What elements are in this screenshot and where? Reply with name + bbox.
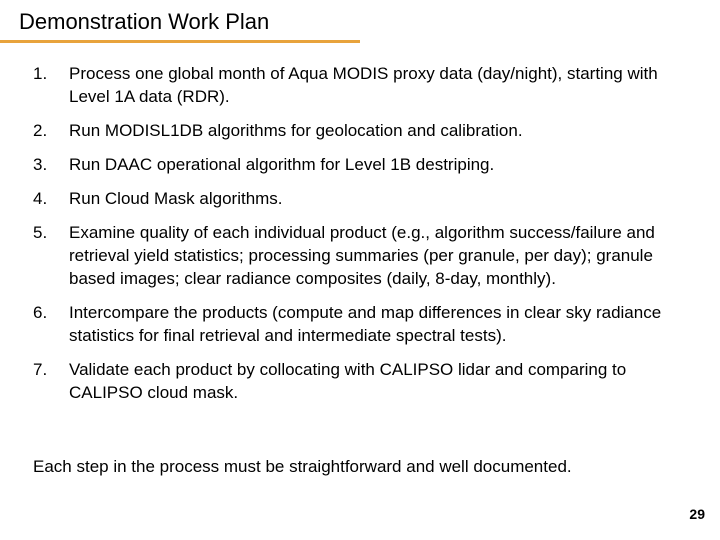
step-text: Process one global month of Aqua MODIS proxy data (day/night), starting with Level 1A data (RDR). — [69, 64, 658, 106]
slide-title: Demonstration Work Plan — [19, 9, 270, 34]
step-text: Intercompare the products (compute and map differences in clear sky radiance statistics for final retrieval and intermediate spectral tests). — [69, 303, 662, 345]
step-item — [33, 301, 703, 347]
step-item — [33, 153, 703, 176]
title-underline — [0, 40, 360, 43]
step-text: Validate each product by collocating with CALIPSO lidar and comparing to CALIPSO cloud mask. — [69, 360, 627, 402]
step-number: 2. — [33, 121, 48, 140]
step-number: 7. — [33, 360, 48, 379]
step-item — [33, 62, 703, 108]
summary-text: Each step in the process must be straightforward and well documented. — [33, 457, 572, 476]
step-text: Examine quality of each individual product (e.g., algorithm success/failure and retrieval yield statistics; processing summaries (per granule, per day); granule based images; clear radiance composites (daily, 8-day, monthly). — [69, 223, 655, 288]
step-number: 5. — [33, 223, 48, 242]
step-item — [33, 187, 703, 210]
step-number: 3. — [33, 155, 48, 174]
step-item — [33, 221, 703, 290]
step-number: 4. — [33, 189, 48, 208]
step-number: 6. — [33, 303, 48, 322]
work-plan-steps — [33, 62, 703, 415]
step-number: 1. — [33, 64, 48, 83]
step-text: Run MODISL1DB algorithms for geolocation and calibration. — [69, 121, 523, 140]
step-item — [33, 358, 703, 404]
step-text: Run Cloud Mask algorithms. — [69, 189, 283, 208]
step-text: Run DAAC operational algorithm for Level 1B destriping. — [69, 155, 495, 174]
page-number: 29 — [689, 506, 705, 522]
step-item — [33, 119, 703, 142]
